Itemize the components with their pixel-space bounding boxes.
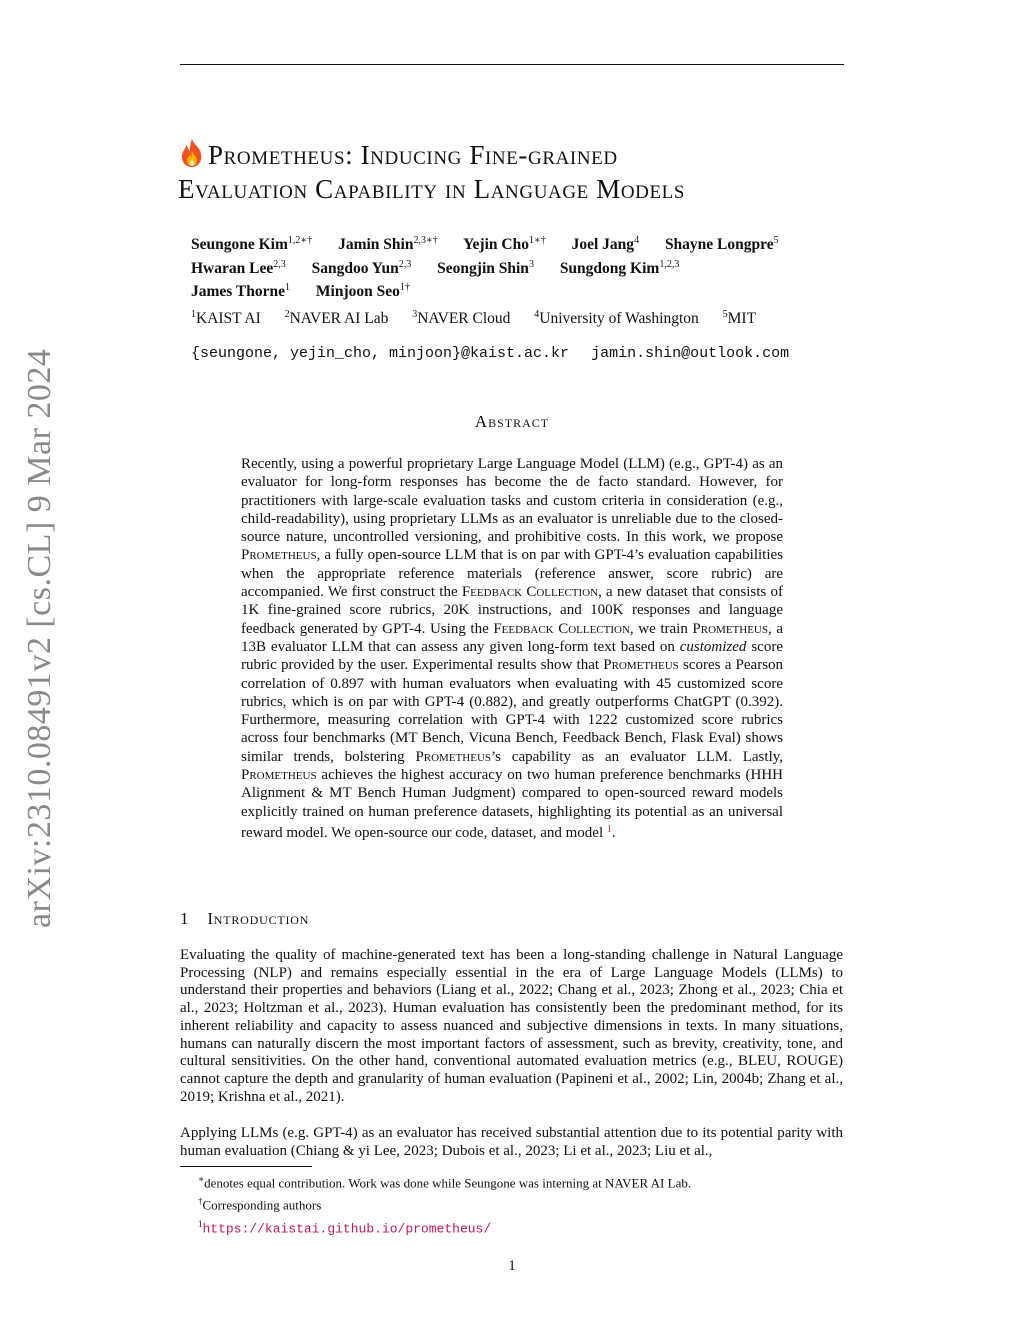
author [463,236,546,253]
author-name: James Thorne [191,283,286,301]
affiliation: $^2$NAVER AI Lab [284,309,389,328]
author-name: Shayne Longpre [664,236,774,254]
author [316,283,410,300]
author-row [191,231,851,255]
author [560,260,680,277]
email-group[interactable]: {seungone, yejin_cho, minjoon}@kaist.ac.kr [191,345,570,362]
author-name: Yejin Cho [463,236,529,254]
author-name: Sungdong Kim [559,259,660,277]
affiliation: $^1$KAIST AI [191,309,261,328]
paper-title [178,138,858,206]
author [191,283,290,300]
author-name: Seongjin Shin [437,259,529,277]
top-rule [180,64,844,65]
author [665,236,779,253]
email-single[interactable]: jamin.shin@outlook.com [591,345,790,362]
prometheus-name: Prometheus [241,547,317,564]
flame-icon [178,138,206,168]
intro-paragraph-1: Evaluating the quality of machine-generated text has been a long-standing challenge in Natural Language Processing (NLP) and remains especially essential in the era of Large Language Models (LLMs) to understand their properties and behaviors (Liang et al., 2022; Chang et al., 2023; Zhong et al., 2023; Chia et al., 2023; Holtzman et al., 2023). Human evaluation has consistently been the predominant method, for its inherent reliability and capacity to assess nuanced and subjective dimensions in texts. In many situations, humans can naturally discern the most important factors of assessment, such as brevity, creativity, tone, and cultural sensitivities. On the other hand, conventional automated evaluation metrics (e.g., BLEU, ROUGE) cannot capture the depth and granularity of human evaluation (Papineni et al., 2002; Lin, 2004b; Zhang et al., 2019; Krishna et al., 2021). [180,947,843,1105]
prometheus-name: Prometheus [692,620,768,637]
email-line [191,345,789,362]
prometheus-name: Prometheus [603,657,679,674]
feedback-collection-name: Feedback Collection [461,584,599,601]
author [572,236,639,253]
feedback-collection-name: Feedback Collection [493,620,630,637]
author-affil-mark: 1∗† [528,235,546,246]
affiliation: $^5$MIT [722,309,757,328]
title-line-1-text: Prometheus: Inducing Fine-grained [208,140,618,170]
author-name: Hwaran Lee [191,259,274,277]
abstract-body: Recently, using a powerful proprietary Large Language Model (LLM) (e.g., GPT-4) as an evaluator for long-form responses has become the de facto standard. However, for practitioners with large-scale evaluation tasks and custom criteria in consideration (e.g., child-readability), using proprietary LLMs as an evaluator is unreliable due to the closed-source nature, uncontrolled versioning, and prohibitive costs. In this work, we propose Prometheus, a fully open-source LLM that is on par with GPT-4’s evaluation capabilities when the appropriate reference materials (reference answer, score rubric) are accompanied. We first construct the Feedback Collection, a new dataset that consists of 1K fine-grained score rubrics, 20K instructions, and 100K responses and language feedback generated by GPT-4. Using the Feedback Collection, we train Prometheus, a 13B evaluator LLM that can assess any given long-form text based on customized score rubric provided by the user. Experimental results show that Prometheus scores a Pearson correlation of 0.897 with human evaluators when evaluating with 45 customized score rubrics, which is on par with GPT-4 (0.882), and greatly outperforms ChatGPT (0.392). Furthermore, measuring correlation with GPT-4 with 1222 customized score rubrics across four benchmarks (MT Bench, Vicuna Bench, Feedback Bench, Flask Eval) shows similar trends, bolstering Prometheus’s capability as an evaluator LLM. Lastly, Prometheus achieves the highest accuracy on two human preference benchmarks (HHH Alignment & MT Bench Human Judgment) compared to open-sourced reward models explicitly trained on human preference datasets, highlighting its potential as an universal reward model. We open-source our code, dataset, and model $^1$. [241,456,784,841]
affiliation: $^4$University of Washington [534,309,699,328]
author-affil-mark: 1† [399,282,410,294]
author [191,236,312,253]
author-affil-mark: 2,3∗† [413,235,438,246]
author [312,260,412,277]
section-title: Introduction [207,909,310,928]
author-affil-mark: 5 [773,235,779,246]
section-number: 1 [180,909,190,928]
author-affil-mark: 4 [634,235,640,246]
author-affil-mark: 1,2∗† [287,235,313,246]
author [437,260,534,277]
affiliation: $^3$NAVER Cloud [412,309,511,328]
author [191,260,286,277]
footnote: ∗denotes equal contribution. Work was done while Seungone was interning at NAVER AI Lab. [198,1174,692,1191]
author-affil-mark: 2,3 [398,258,412,270]
author-affil-mark: 1,2,3 [659,258,680,270]
author-row [191,255,851,279]
page-number: 1 [508,1258,516,1274]
author-row [191,278,851,302]
section-heading-introduction [180,909,309,929]
customized-emphasis: customized [679,638,747,655]
author-name: Minjoon Seo [315,283,400,301]
footnote: $^1$https://kaistai.github.io/prometheus/ [198,1218,492,1236]
affiliations [191,309,776,328]
author-affil-mark: 3 [528,258,534,270]
author-affil-mark: 2,3 [273,258,286,270]
author-name: Seungone Kim [191,236,288,254]
abstract-heading: Abstract [474,412,550,431]
author-name: Sangdoo Yun [311,259,399,277]
footnote-ref[interactable]: 1 [606,823,612,835]
intro-paragraph-2: Applying LLMs (e.g. GPT-4) as an evaluator has received substantial attention due to its potential parity with human evaluation (Chiang & yi Lee, 2023; Dubois et al., 2023; Li et al., 2023; Liu et al., [180,1125,843,1159]
author-list [191,231,851,302]
prometheus-name: Prometheus [241,767,317,784]
author-name: Joel Jang [571,236,635,254]
footnotes [198,1170,691,1238]
arxiv-side-label: arXiv:2310.08491v2 [cs.CL] 9 Mar 2024 [21,348,58,928]
title-line-1 [178,138,858,172]
prometheus-name: Prometheus [415,748,492,765]
author-affil-mark: 1 [285,282,291,294]
author-name: Jamin Shin [338,236,414,254]
project-link[interactable]: https://kaistai.github.io/prometheus/ [202,1220,492,1236]
footnote: †Corresponding authors [198,1196,322,1213]
footnote-rule [180,1166,312,1167]
author [338,236,438,253]
title-line-2: Evaluation Capability in Language Models [178,174,686,204]
